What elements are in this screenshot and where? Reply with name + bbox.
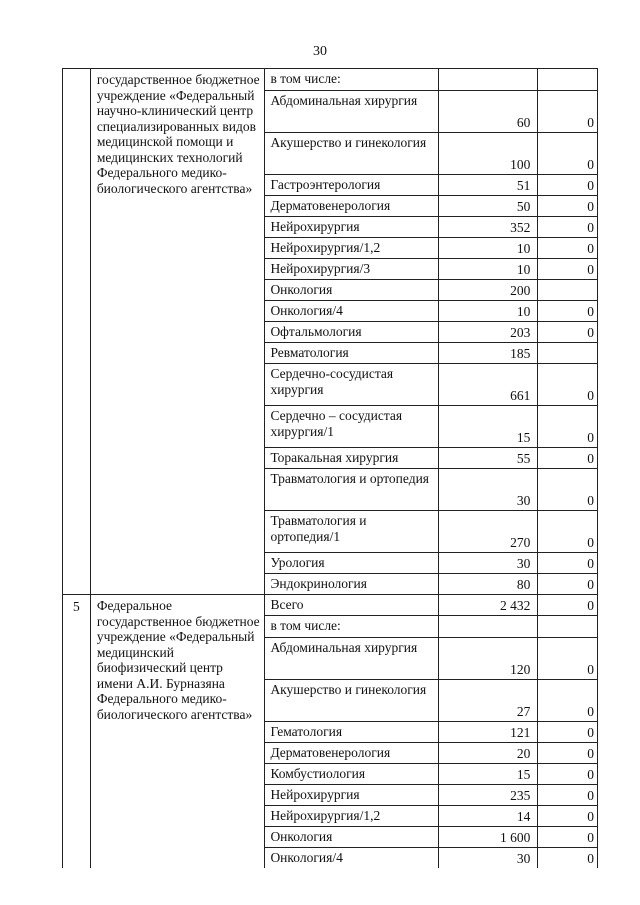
profile-name: Всего <box>265 595 439 616</box>
profile-name: Нейрохирургия/1,2 <box>265 238 439 259</box>
extra-value: 0 <box>538 638 598 680</box>
profile-name: Торакальная хирургия <box>265 448 439 469</box>
profile-name: Травматология и ортопедия/1 <box>265 511 439 553</box>
extra-value: 0 <box>538 364 598 406</box>
extra-value: 0 <box>538 238 598 259</box>
profile-name: Нейрохирургия/3 <box>265 259 439 280</box>
profile-name: Нейрохирургия/1,2 <box>265 806 439 827</box>
volume-value: 2 432 <box>439 595 538 616</box>
organization-name: государственное бюджетное учреждение «Федеральный научно-клинический центр специализированных видов медицинской помощи и медицинских технологий Федерального медико-биологического агентства» <box>90 69 265 595</box>
profile-name: Сердечно – сосудистая хирургия/1 <box>265 406 439 448</box>
profile-name: Комбустиология <box>265 764 439 785</box>
extra-value <box>538 280 598 301</box>
profile-name: Гематология <box>265 722 439 743</box>
volume-value: 121 <box>439 722 538 743</box>
profile-name: Акушерство и гинекология <box>265 680 439 722</box>
profile-name: Онкология/4 <box>265 301 439 322</box>
volume-value: 1 600 <box>439 827 538 848</box>
row-number: 5 <box>63 595 91 869</box>
profile-name: Травматология и ортопедия <box>265 469 439 511</box>
volume-value: 352 <box>439 217 538 238</box>
organization-name: Федеральное государственное бюджетное учреждение «Федеральный медицинский биофизический центр имени А.И. Бурназяна Федерального медико-биологического агентства» <box>90 595 265 869</box>
extra-value: 0 <box>538 448 598 469</box>
volume-value <box>439 616 538 638</box>
volume-value: 10 <box>439 301 538 322</box>
volume-value: 100 <box>439 133 538 175</box>
volume-value: 51 <box>439 175 538 196</box>
extra-value <box>538 69 598 91</box>
extra-value <box>538 616 598 638</box>
volume-value: 200 <box>439 280 538 301</box>
volume-value: 14 <box>439 806 538 827</box>
extra-value: 0 <box>538 196 598 217</box>
extra-value: 0 <box>538 806 598 827</box>
volume-value: 120 <box>439 638 538 680</box>
extra-value: 0 <box>538 91 598 133</box>
extra-value <box>538 343 598 364</box>
volume-value: 50 <box>439 196 538 217</box>
volume-value: 30 <box>439 848 538 869</box>
profile-name: Урология <box>265 553 439 574</box>
volume-value: 27 <box>439 680 538 722</box>
profile-name: Абдоминальная хирургия <box>265 638 439 680</box>
volume-value: 185 <box>439 343 538 364</box>
profile-name: Ревматология <box>265 343 439 364</box>
profile-name: Онкология <box>265 827 439 848</box>
profile-name: Дерматовенерология <box>265 196 439 217</box>
extra-value: 0 <box>538 406 598 448</box>
volume-value: 270 <box>439 511 538 553</box>
extra-value: 0 <box>538 680 598 722</box>
volume-value: 10 <box>439 259 538 280</box>
table-row <box>63 69 598 91</box>
volume-value: 60 <box>439 91 538 133</box>
extra-value: 0 <box>538 848 598 869</box>
profile-name: Эндокринология <box>265 574 439 595</box>
extra-value: 0 <box>538 785 598 806</box>
profile-name: Онкология <box>265 280 439 301</box>
table-body <box>63 69 598 869</box>
profile-name: Сердечно-сосудистая хирургия <box>265 364 439 406</box>
extra-value: 0 <box>538 743 598 764</box>
profile-name: Нейрохирургия <box>265 785 439 806</box>
extra-value: 0 <box>538 133 598 175</box>
profile-name: в том числе: <box>265 616 439 638</box>
volume-value: 30 <box>439 553 538 574</box>
extra-value: 0 <box>538 722 598 743</box>
extra-value: 0 <box>538 595 598 616</box>
volume-value: 203 <box>439 322 538 343</box>
profile-name: Гастроэнтерология <box>265 175 439 196</box>
profile-name: Акушерство и гинекология <box>265 133 439 175</box>
volume-value: 10 <box>439 238 538 259</box>
profile-name: Нейрохирургия <box>265 217 439 238</box>
profile-name: Онкология/4 <box>265 848 439 869</box>
extra-value: 0 <box>538 511 598 553</box>
volume-value: 55 <box>439 448 538 469</box>
extra-value: 0 <box>538 574 598 595</box>
extra-value: 0 <box>538 301 598 322</box>
extra-value: 0 <box>538 322 598 343</box>
extra-value: 0 <box>538 764 598 785</box>
volume-value: 20 <box>439 743 538 764</box>
volume-value: 80 <box>439 574 538 595</box>
volume-value <box>439 69 538 91</box>
extra-value: 0 <box>538 259 598 280</box>
extra-value: 0 <box>538 469 598 511</box>
extra-value: 0 <box>538 175 598 196</box>
volume-value: 15 <box>439 406 538 448</box>
profile-name: Абдоминальная хирургия <box>265 91 439 133</box>
profile-name: Офтальмология <box>265 322 439 343</box>
extra-value: 0 <box>538 553 598 574</box>
volume-value: 235 <box>439 785 538 806</box>
row-number-cell <box>63 69 91 595</box>
table-row <box>63 595 598 616</box>
extra-value: 0 <box>538 217 598 238</box>
volume-value: 15 <box>439 764 538 785</box>
page-number: 30 <box>313 44 327 59</box>
volume-value: 661 <box>439 364 538 406</box>
profile-name: Дерматовенерология <box>265 743 439 764</box>
table-viewport <box>0 68 598 868</box>
volume-value: 30 <box>439 469 538 511</box>
profile-name: в том числе: <box>265 69 439 91</box>
extra-value: 0 <box>538 827 598 848</box>
quota-table <box>62 68 598 868</box>
